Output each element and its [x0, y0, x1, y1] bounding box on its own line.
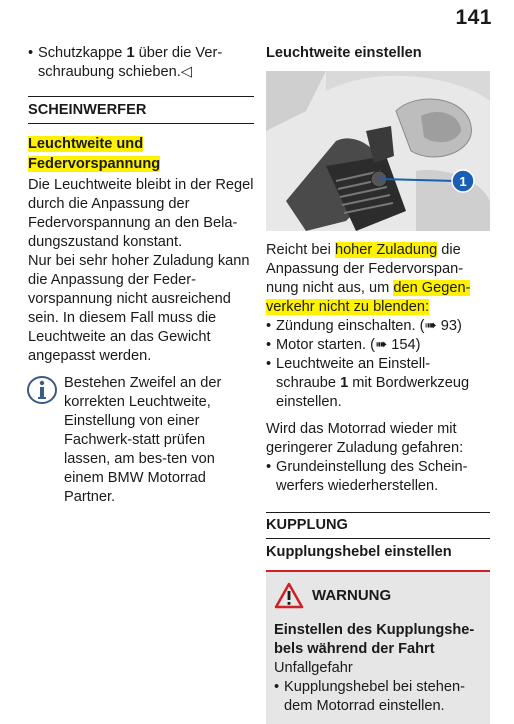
title-kupplungshebel: Kupplungshebel einstellen [266, 544, 452, 560]
callout-number: 1 [459, 174, 467, 189]
step-grundeinstellung [266, 458, 490, 496]
step-text: Motor starten. (➠ 154) [276, 337, 421, 353]
section-rule-top [28, 96, 254, 97]
bullet-dot: • [28, 45, 34, 61]
bullet-dot: • [266, 356, 272, 372]
warning-triangle-icon [274, 582, 304, 609]
para-text-1: Reicht bei [266, 242, 335, 258]
section-title-scheinwerfer: SCHEINWERFER [28, 101, 254, 124]
subtitle-line-2: Federvorspannung [28, 156, 161, 172]
warning-title: Einstellen des Kupplungshe-bels während der Fahrt [274, 622, 475, 657]
subtitle-line-1: Leuchtweite und [28, 136, 144, 152]
section-title-kupplung: KUPPLUNG [266, 516, 490, 539]
bullet-schutzkappe [28, 44, 254, 82]
step-motor-starten [266, 336, 490, 355]
step-text-end: mit Bordwerkzeug einstellen. [276, 375, 470, 410]
warning-header [274, 582, 482, 609]
step-bold-number: 1 [340, 375, 349, 391]
info-icon [26, 374, 62, 406]
info-text: Bestehen Zweifel an der korrekten Leuchtweite, Einstellung von einer Fachwerk-statt prüfen lassen, am bes-ten von einem BMW Motorrad Partner. [64, 375, 222, 505]
page-number: 141 [455, 6, 492, 29]
headlight-adjustment-figure [266, 71, 490, 231]
step-einstellschraube [266, 355, 490, 412]
left-column [28, 44, 254, 507]
step-text: Zündung einschalten. (➠ 93) [276, 318, 462, 334]
title-leuchtweite-einstellen: Leuchtweite einstellen [266, 45, 422, 61]
step-zuendung [266, 317, 490, 336]
warning-bullet-text: Kupplungshebel bei stehen-dem Motorrad einstellen. [284, 679, 465, 714]
highlight-gegenverkehr: den Gegen-verkehr nicht zu blenden: [266, 280, 471, 315]
bullet-text-end: über die Ver-schraubung schieben.◁ [38, 45, 223, 80]
warning-box [266, 570, 490, 724]
warning-bullet [274, 678, 482, 716]
paragraph-geringere-zuladung: Wird das Motorrad wieder mit geringerer Zuladung gefahren: [266, 421, 464, 456]
warning-label: WARNUNG [312, 587, 392, 604]
paragraph-zuladung: Nur bei sehr hoher Zuladung kann die Anpassung der Feder-vorspannung nicht ausreichend sein. In diesem Fall muss die Leuchtweite an das Gewicht angepasst werden. [28, 253, 250, 364]
info-note [28, 374, 254, 507]
paragraph-leuchtweite: Die Leuchtweite bleibt in der Regel durch die Anpassung der Federvorspannung an den Bela-dungszustand konstant. [28, 177, 254, 250]
right-column [266, 44, 490, 724]
bullet-dot: • [266, 459, 272, 475]
bullet-dot: • [266, 337, 272, 353]
bullet-bold-number: 1 [126, 45, 135, 61]
headlight-figure-drawing [266, 71, 490, 231]
para-text-2: die Anpassung der Federvorspan-nung nicht aus, um [266, 242, 464, 296]
step-text: Grundeinstellung des Schein-werfers wiederherstellen. [276, 459, 468, 494]
subtitle-leuchtweite [28, 134, 254, 174]
bullet-dot: • [266, 318, 272, 334]
bullet-text: Schutzkappe [38, 45, 127, 61]
bullet-dot: • [274, 679, 280, 695]
section-rule-kupplung [266, 512, 490, 513]
step-text: Leuchtweite an Einstell-schraube [276, 356, 431, 391]
highlight-hoher-zuladung: hoher Zuladung [334, 242, 438, 258]
paragraph-zuladung-right [266, 241, 490, 317]
warning-text: Unfallgefahr [274, 660, 353, 676]
